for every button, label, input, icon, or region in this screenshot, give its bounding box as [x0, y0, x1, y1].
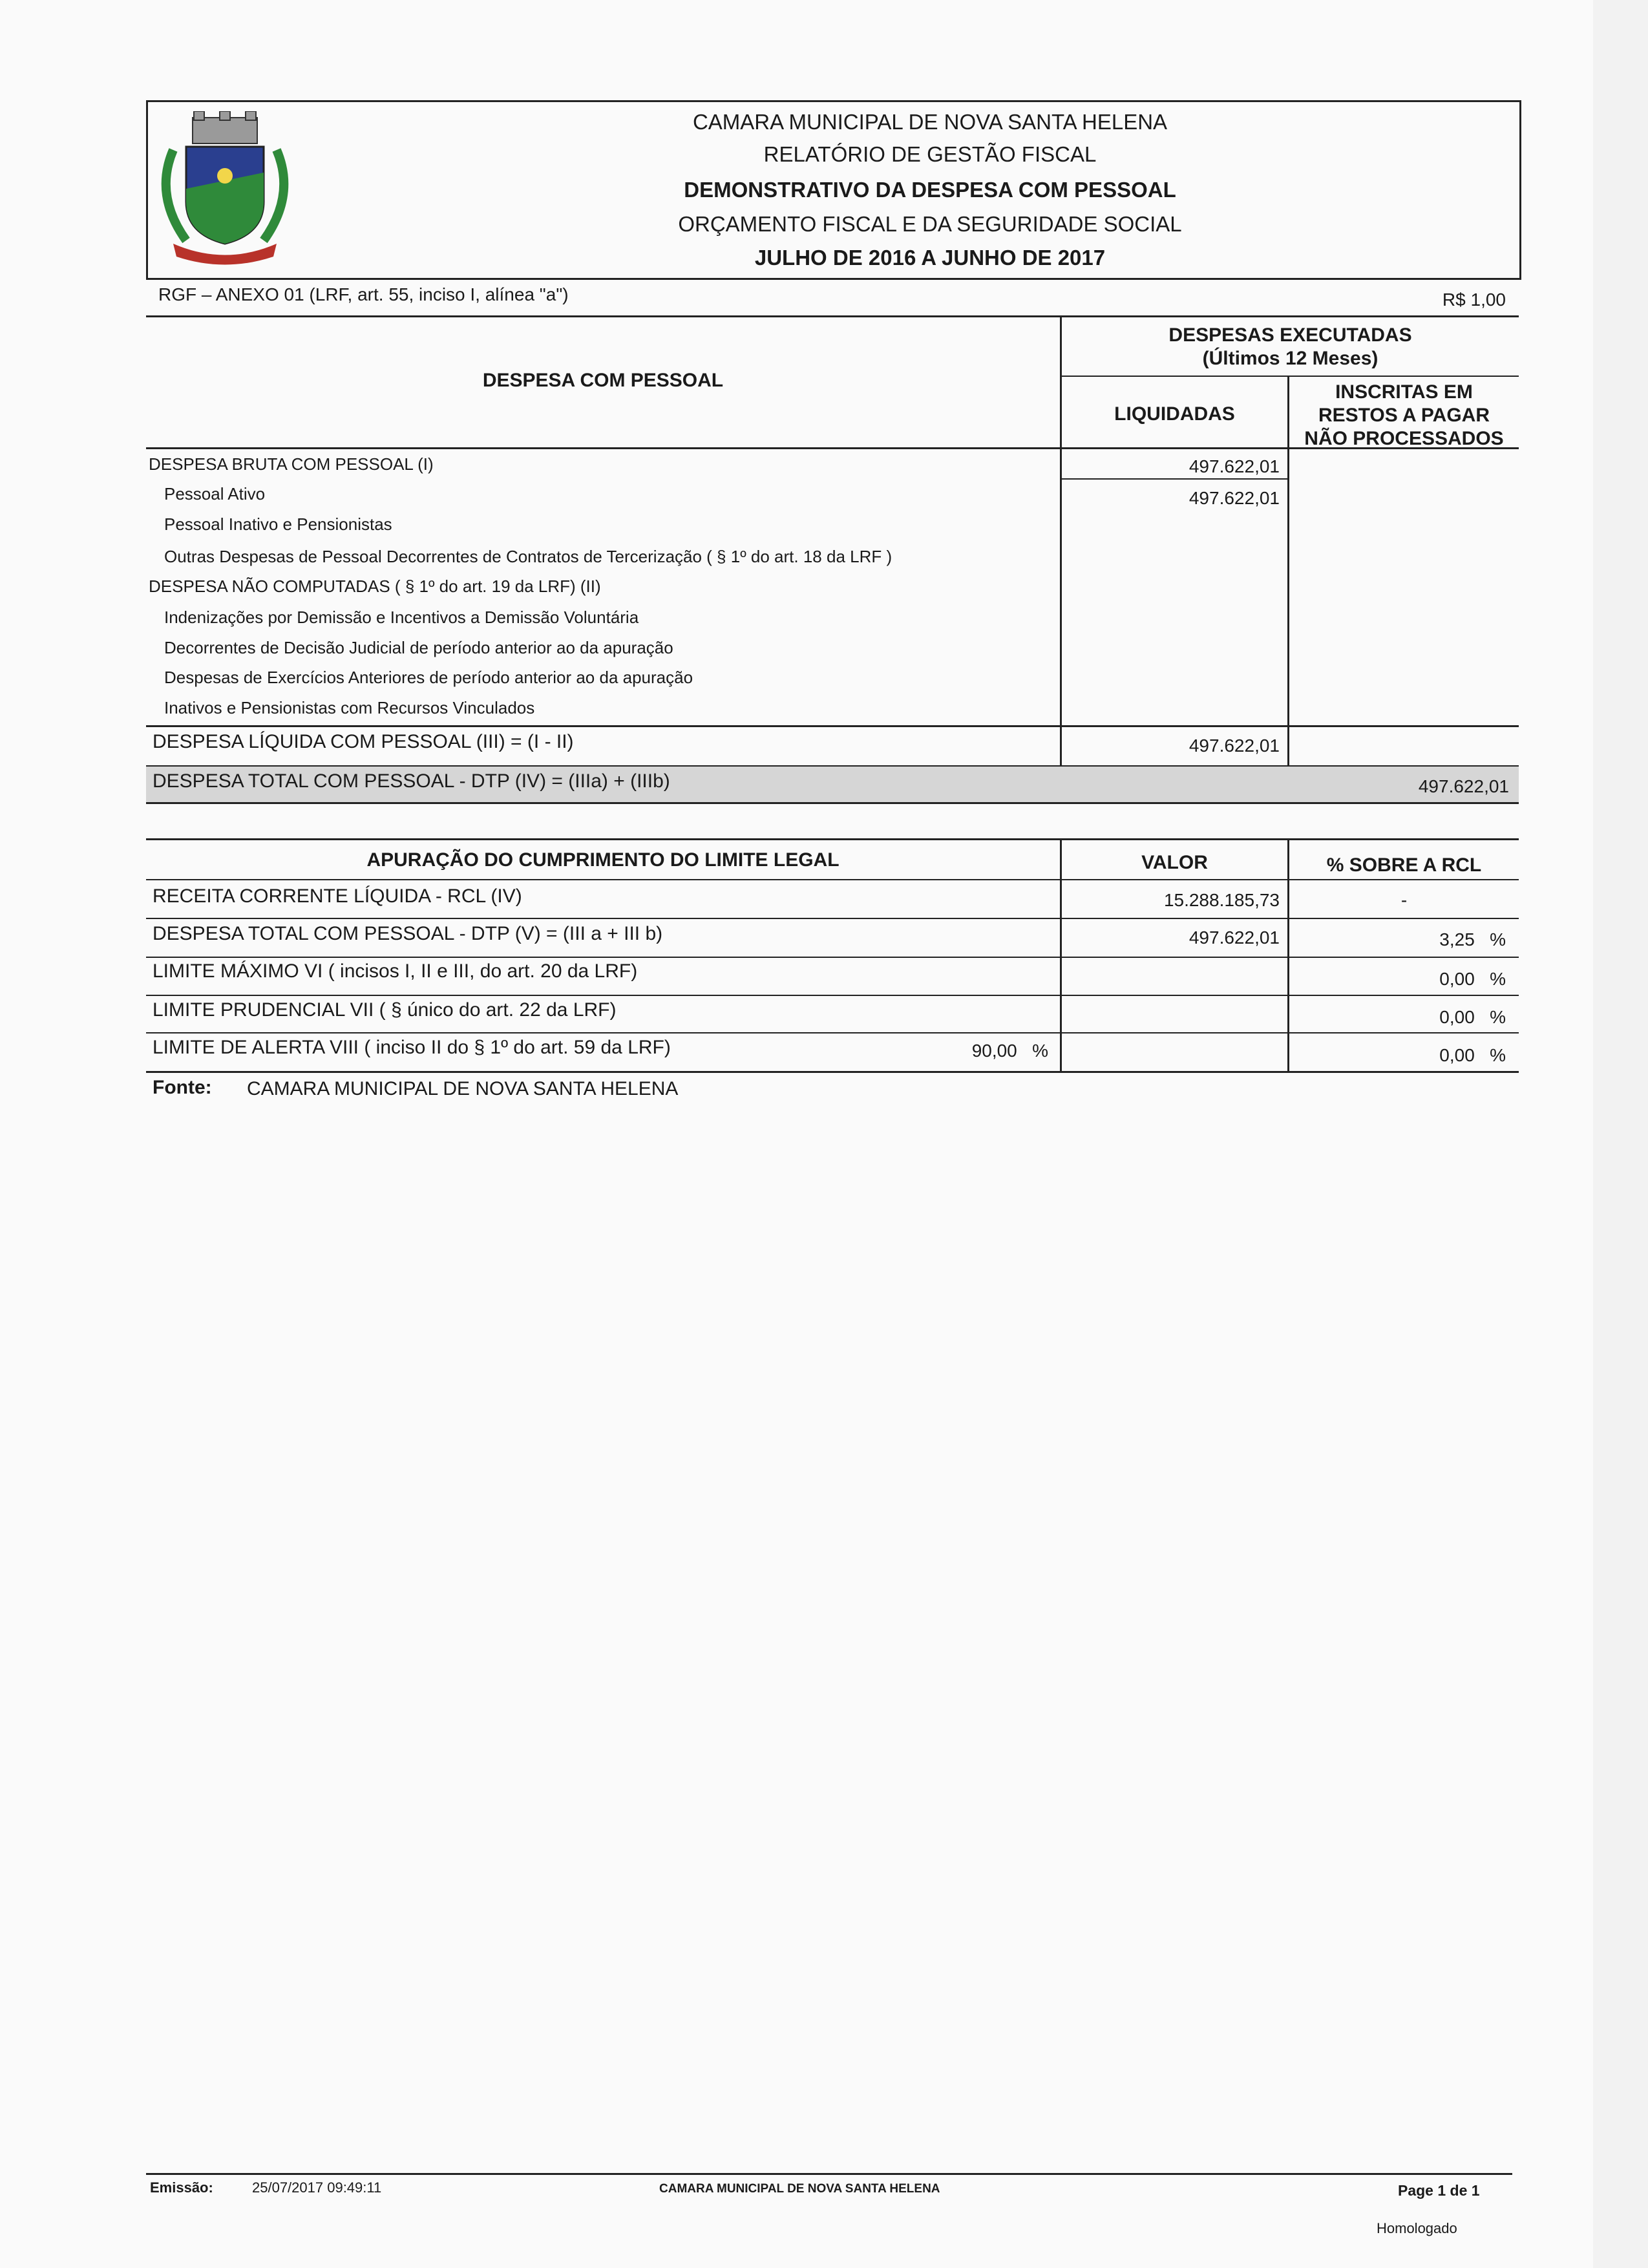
source-value: CAMARA MUNICIPAL DE NOVA SANTA HELENA [247, 1078, 679, 1099]
table-row-liquidadas: 497.622,01 [1188, 456, 1280, 476]
doc-subtitle: ORÇAMENTO FISCAL E DA SEGURIDADE SOCIAL [678, 212, 1182, 236]
table1-col-group-l2: (Últimos 12 Meses) [1202, 348, 1379, 369]
table-row-label: Despesas de Exercícios Anteriores de período anterior ao da apuração [164, 668, 693, 687]
table-row-label: Inativos e Pensionistas com Recursos Vinculados [164, 698, 535, 717]
table1-col-inscritas-l1: INSCRITAS EM [1335, 381, 1473, 403]
table1-col-inscritas-l3: NÃO PROCESSADOS [1304, 428, 1504, 449]
table2-col-valor: VALOR [1141, 852, 1208, 873]
table-row-label: LIMITE DE ALERTA VIII ( inciso II do § 1º do art. 59 da LRF) [153, 1037, 671, 1058]
status-label: Homologado [1377, 2220, 1457, 2236]
table-row-label: DESPESA TOTAL COM PESSOAL - DTP (V) = (III a + III b) [153, 923, 663, 944]
liquid-value: 497.622,01 [1188, 736, 1280, 756]
table1-col-group-l1: DESPESAS EXECUTADAS [1168, 324, 1412, 346]
table-row-label: DESPESA NÃO COMPUTADAS ( § 1º do art. 19 da LRF) (II) [149, 577, 601, 596]
table-row-pct: 3,25 % [1439, 929, 1506, 949]
emission-value: 25/07/2017 09:49:11 [252, 2179, 382, 2196]
source-label: Fonte: [153, 1077, 212, 1098]
doc-period: JULHO DE 2016 A JUNHO DE 2017 [754, 246, 1106, 270]
table1-col-liquidadas: LIQUIDADAS [1114, 403, 1235, 425]
table-row-label: Pessoal Inativo e Pensionistas [164, 514, 392, 534]
report-name: RELATÓRIO DE GESTÃO FISCAL [763, 142, 1097, 166]
table-row-label: Pessoal Ativo [164, 484, 266, 503]
table-row-label: DESPESA BRUTA COM PESSOAL (I) [149, 454, 434, 474]
table-row-label: LIMITE PRUDENCIAL VII ( § único do art. 22 da LRF) [153, 999, 617, 1021]
table-row-pct: - [1400, 890, 1408, 910]
header-box [146, 100, 1521, 280]
table-row-label: DESPESA TOTAL COM PESSOAL - DTP (IV) = (IIIa) + (IIIb) [153, 770, 670, 792]
table-row-label: RECEITA CORRENTE LÍQUIDA - RCL (IV) [153, 885, 522, 907]
table2-col-pct: % SOBRE A RCL [1326, 854, 1482, 876]
table-row-label: LIMITE MÁXIMO VI ( incisos I, II e III, do art. 20 da LRF) [153, 960, 638, 982]
table-row-label: DESPESA LÍQUIDA COM PESSOAL (III) = (I - II) [153, 731, 574, 752]
table-row-valor: 497.622,01 [1188, 927, 1280, 948]
table-row-pct: 0,00 % [1439, 1007, 1506, 1027]
currency-unit: R$ 1,00 [1442, 290, 1506, 310]
scan-edge-shade [1593, 0, 1648, 2268]
page-number: Page 1 de 1 [1398, 2182, 1480, 2199]
table-row-liquidadas: 497.622,01 [1188, 488, 1280, 508]
emission-label: Emissão: [150, 2179, 213, 2196]
total-value: 497.622,01 [1418, 776, 1509, 796]
table-row-pct: 0,00 % [1439, 1045, 1506, 1065]
footer-org: CAMARA MUNICIPAL DE NOVA SANTA HELENA [659, 2182, 940, 2196]
org-name: CAMARA MUNICIPAL DE NOVA SANTA HELENA [692, 110, 1168, 134]
table-row-label: Outras Despesas de Pessoal Decorrentes de Contratos de Tercerização ( § 1º do art. 18 da LRF ) [164, 547, 893, 566]
table-row-extra: 90,00 % [971, 1041, 1048, 1061]
doc-title: DEMONSTRATIVO DA DESPESA COM PESSOAL [684, 178, 1176, 202]
table-row-label: Indenizações por Demissão e Incentivos a Demissão Voluntária [164, 608, 639, 627]
annex-reference: RGF – ANEXO 01 (LRF, art. 55, inciso I, alínea "a") [158, 284, 569, 304]
table1-col-desc: DESPESA COM PESSOAL [482, 370, 724, 391]
table1-col-inscritas-l2: RESTOS A PAGAR [1318, 405, 1490, 426]
table-row-valor: 15.288.185,73 [1163, 890, 1280, 910]
table2-col-desc: APURAÇÃO DO CUMPRIMENTO DO LIMITE LEGAL [366, 849, 840, 871]
table-row-label: Decorrentes de Decisão Judicial de período anterior ao da apuração [164, 638, 673, 657]
table-row-pct: 0,00 % [1439, 969, 1506, 989]
municipal-crest-icon [154, 111, 296, 266]
